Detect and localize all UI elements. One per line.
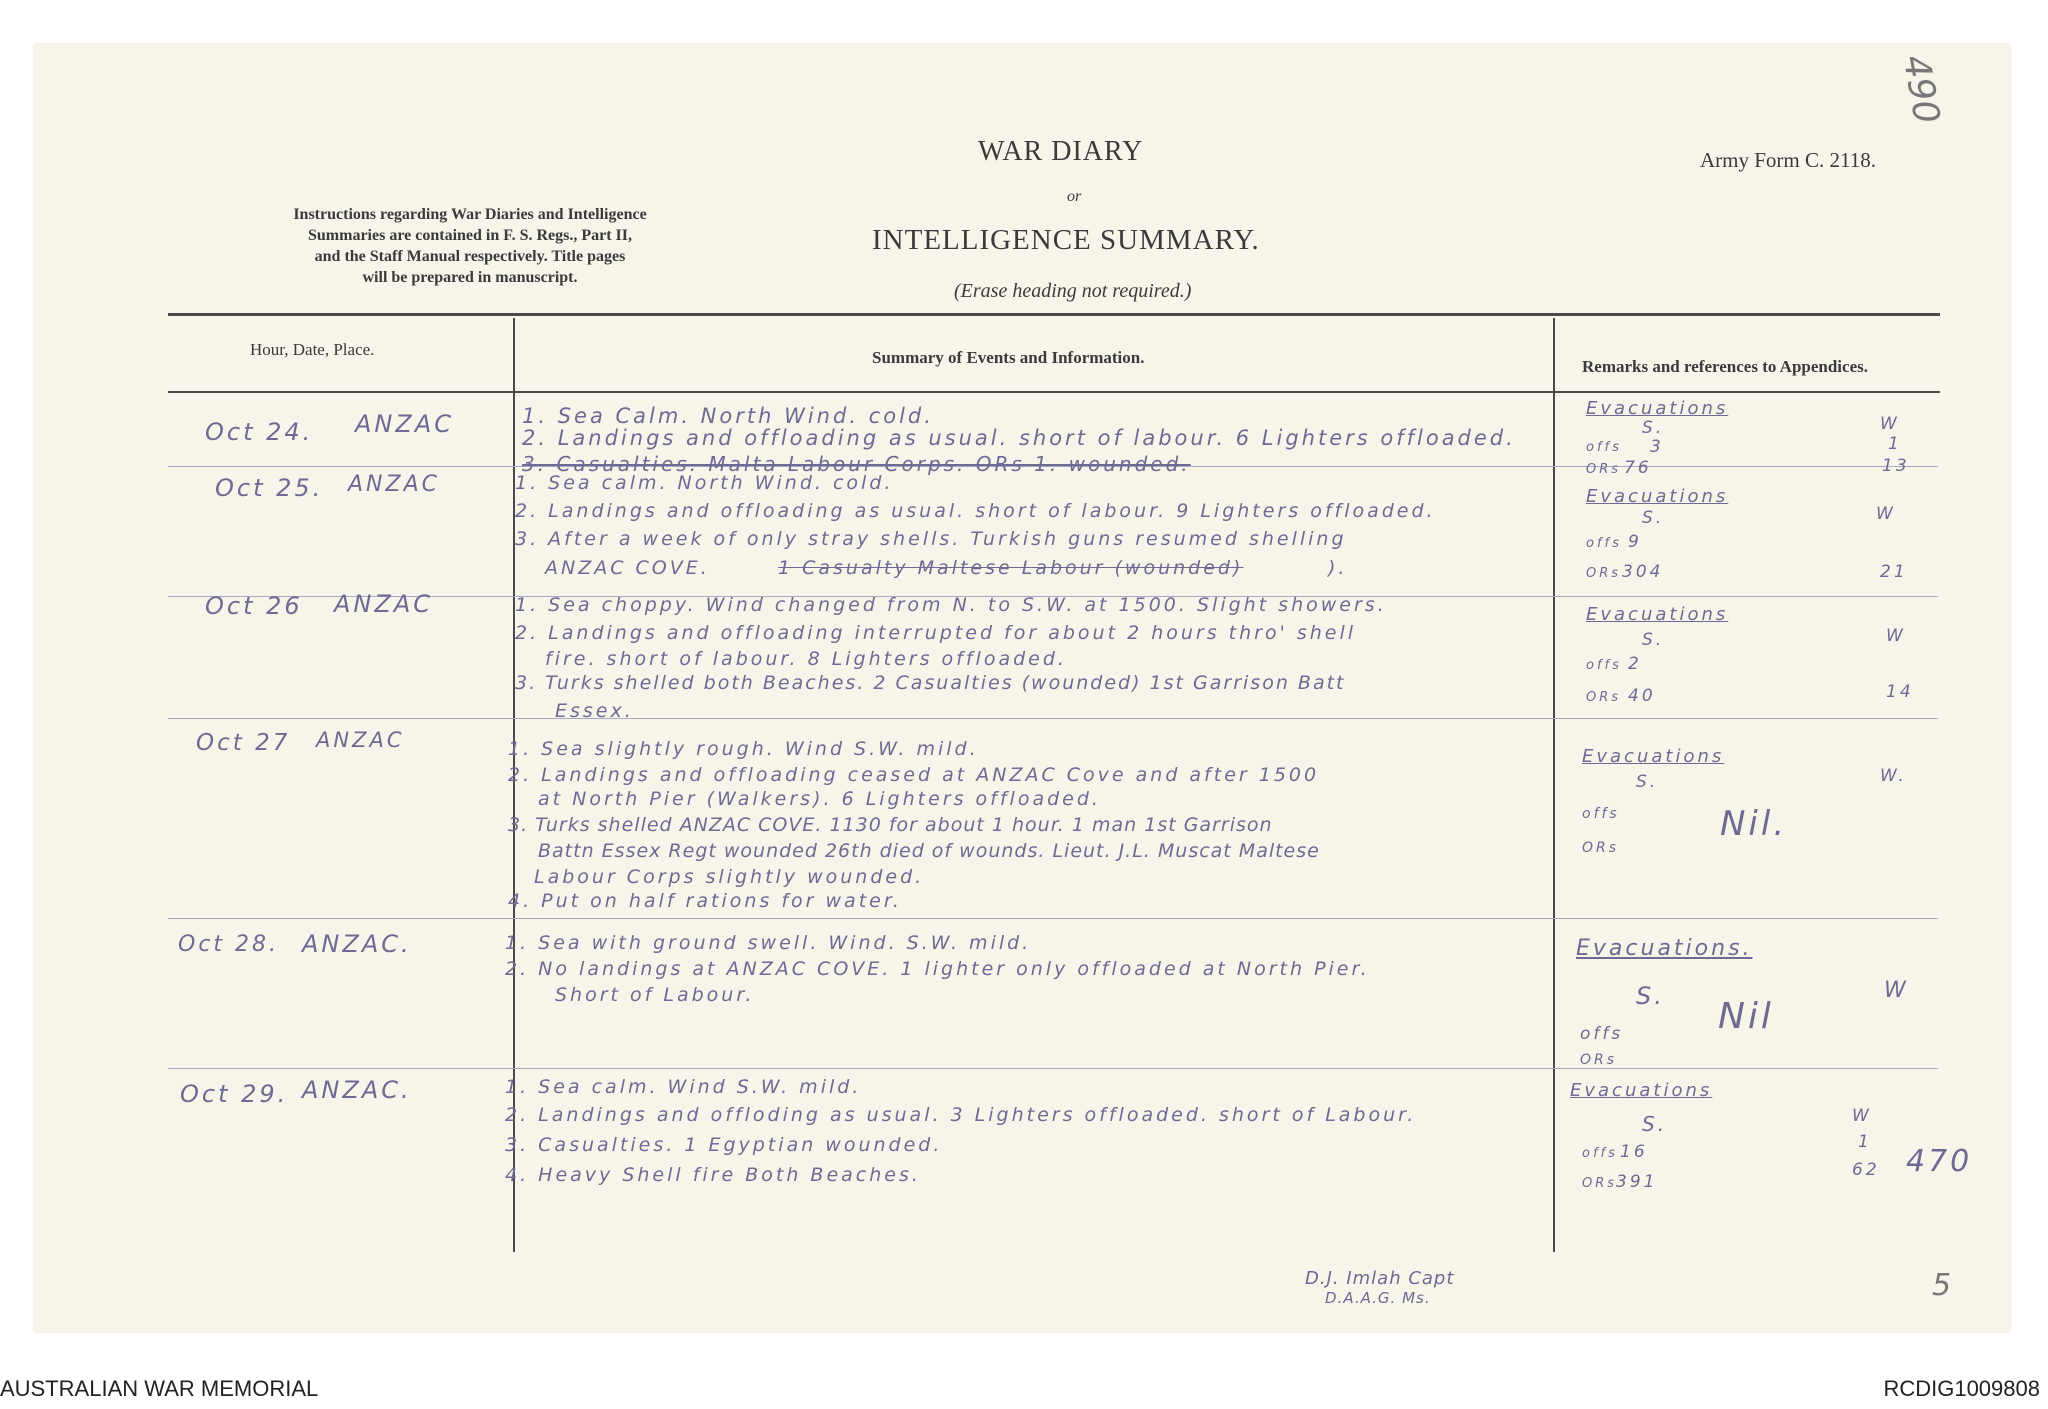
entry-line: 2. Landings and offloading as usual. short of labour. 9 Lighters offloaded. <box>515 500 1436 522</box>
evac-ors-w: 21 <box>1880 562 1908 582</box>
evac-w: W <box>1880 414 1900 434</box>
evac-offs-s: 16 <box>1620 1142 1648 1162</box>
evac-w: W <box>1886 626 1906 646</box>
evac-s: S. <box>1636 982 1665 1010</box>
entry-struck-text: 1 Casualty Maltese Labour (wounded) <box>778 557 1244 579</box>
instructions-line: Summaries are contained in F. S. Regs., Part II, <box>308 227 632 244</box>
evac-ors-s: 76 <box>1624 458 1652 478</box>
entry-line: 2. Landings and offloding as usual. 3 Lighters offloaded. short of Labour. <box>505 1104 1417 1126</box>
column-header-remarks: Remarks and references to Appendices. <box>1582 357 1868 376</box>
evac-s: S. <box>1642 630 1665 650</box>
evac-offs-s: 9 <box>1628 532 1642 552</box>
entry-separator <box>168 918 1938 919</box>
evac-nil: Nil <box>1718 996 1774 1037</box>
page-mark: 5 <box>1932 1268 1952 1303</box>
column-header-hour: Hour, Date, Place. <box>250 340 375 359</box>
entry-line: 2. Landings and offloading interrupted for about 2 hours thro' shell <box>515 622 1357 644</box>
evac-offs: offs <box>1580 1024 1624 1044</box>
evac-offs: offs <box>1582 1146 1618 1161</box>
evac-offs-s: 3 <box>1650 437 1664 457</box>
evac-offs: offs <box>1586 658 1622 673</box>
title-intelligence-summary: INTELLIGENCE SUMMARY. <box>872 224 1260 256</box>
evac-label: Evacuations <box>1586 604 1729 625</box>
entry-date: Oct 29. <box>180 1080 289 1108</box>
entry-line: 3. Turks shelled ANZAC COVE. 1130 for about 1 hour. 1 man 1st Garrison <box>508 814 1273 836</box>
page-number: 490 <box>1894 52 1947 127</box>
evac-offs-w: 1 <box>1888 434 1902 454</box>
entry-line: 3. After a week of only stray shells. Turkish guns resumed shelling <box>515 528 1347 550</box>
entry-line: Short of Labour. <box>555 984 755 1006</box>
column-header-summary: Summary of Events and Information. <box>872 348 1145 367</box>
evac-w: W. <box>1880 766 1907 786</box>
entry-place: ANZAC. <box>302 1076 412 1104</box>
entry-line: 1. Sea choppy. Wind changed from N. to S.W. at 1500. Slight showers. <box>515 594 1387 616</box>
signature-rank: D.A.A.G. Ms. <box>1325 1289 1431 1307</box>
instructions-line: and the Staff Manual respectively. Title pages <box>314 248 626 265</box>
entry-line: 1. Sea Calm. North Wind. cold. <box>522 404 934 428</box>
evac-s: S. <box>1642 508 1665 528</box>
evac-label: Evacuations. <box>1576 936 1753 961</box>
entry-line: fire. short of labour. 8 Lighters offloaded. <box>545 648 1067 670</box>
instructions-line: Instructions regarding War Diaries and Intelligence <box>293 206 647 223</box>
evac-ors-s: 40 <box>1628 686 1656 706</box>
entry-line: 1. Sea calm. Wind S.W. mild. <box>505 1076 862 1098</box>
instructions-line: will be prepared in manuscript. <box>362 269 578 286</box>
column-divider-2 <box>1553 318 1555 1252</box>
evac-ors: ORs <box>1580 1052 1618 1068</box>
footer-right: RCDIG1009808 <box>1883 1376 2040 1401</box>
entry-date: Oct 26 <box>205 592 303 620</box>
evac-label: Evacuations <box>1586 398 1729 419</box>
entry-line-end: ). <box>1328 557 1348 579</box>
entry-date: Oct 24. <box>205 418 314 446</box>
evac-ors: ORs <box>1586 462 1622 477</box>
entry-line: Labour Corps slightly wounded. <box>534 866 925 888</box>
evac-offs: offs <box>1582 806 1620 822</box>
evac-label: Evacuations <box>1586 486 1729 507</box>
evac-ors: ORs <box>1582 1176 1618 1191</box>
table-header-rule <box>168 391 1940 393</box>
evac-offs: offs <box>1586 440 1622 455</box>
erase-note: (Erase heading not required.) <box>954 280 1192 302</box>
signature <box>1305 1268 1454 1307</box>
evac-ors-s: 391 <box>1616 1172 1658 1192</box>
footer-left: AUSTRALIAN WAR MEMORIAL <box>0 1376 319 1401</box>
evac-ors-w: 13 <box>1882 456 1910 476</box>
entry-line: 2. Landings and offloading as usual. short of labour. 6 Lighters offloaded. <box>522 426 1516 450</box>
entry-place: ANZAC <box>348 472 440 497</box>
table-top-rule <box>168 313 1940 316</box>
entry-line: 1. Sea slightly rough. Wind S.W. mild. <box>508 738 979 760</box>
entry-line: ANZAC COVE. <box>545 557 710 579</box>
entry-line: Battn Essex Regt wounded 26th died of wounds. Lieut. J.L. Muscat Maltese <box>538 840 1320 862</box>
evac-total: 470 <box>1906 1144 1973 1179</box>
entry-line: at North Pier (Walkers). 6 Lighters offloaded. <box>538 788 1101 810</box>
evac-ors: ORs <box>1586 690 1622 705</box>
entry-line: 3. Casualties. Malta Labour Corps. ORs 1. wounded. <box>522 452 1191 476</box>
entry-date: Oct 28. <box>178 932 280 957</box>
entry-separator <box>168 1068 1938 1069</box>
entry-line: 2. Landings and offloading ceased at ANZAC Cove and after 1500 <box>508 764 1320 786</box>
evac-offs-w: 1 <box>1858 1132 1872 1152</box>
signature-name: D.J. Imlah Capt <box>1305 1268 1455 1289</box>
entry-date: Oct 27 <box>196 730 291 756</box>
form-number: Army Form C. 2118. <box>1700 148 1876 172</box>
evac-ors-s: 304 <box>1622 562 1664 582</box>
entry-place: ANZAC <box>355 410 454 438</box>
entry-line: Essex. <box>555 700 634 722</box>
entry-line: 3. Turks shelled both Beaches. 2 Casualties (wounded) 1st Garrison Batt <box>515 672 1346 694</box>
evac-ors-w: 14 <box>1886 682 1914 702</box>
evac-offs: offs <box>1586 536 1622 551</box>
title-or: or <box>1067 188 1082 205</box>
evac-s: S. <box>1636 772 1659 792</box>
entry-line: 4. Put on half rations for water. <box>508 890 902 912</box>
evac-label: Evacuations <box>1570 1080 1713 1101</box>
entry-line: 2. No landings at ANZAC COVE. 1 lighter only offloaded at North Pier. <box>505 958 1370 980</box>
evac-ors-w: 62 <box>1852 1160 1880 1180</box>
title-war-diary: WAR DIARY <box>978 136 1144 167</box>
entry-date: Oct 25. <box>215 474 324 502</box>
entry-separator <box>168 718 1938 719</box>
entry-line: 4. Heavy Shell fire Both Beaches. <box>505 1164 921 1186</box>
evac-ors: ORs <box>1582 840 1620 856</box>
evac-w: W <box>1884 978 1909 1003</box>
entry-place: ANZAC <box>316 728 405 752</box>
entry-line: 1. Sea with ground swell. Wind. S.W. mild. <box>505 932 1032 954</box>
evac-s: S. <box>1642 1112 1668 1136</box>
entry-line: 1. Sea calm. North Wind. cold. <box>515 472 894 494</box>
evac-nil: Nil. <box>1720 804 1788 844</box>
evac-w: W <box>1852 1106 1872 1126</box>
entry-line: 3. Casualties. 1 Egyptian wounded. <box>505 1134 943 1156</box>
evac-s: S. <box>1642 418 1665 438</box>
evac-ors: ORs <box>1586 566 1622 581</box>
evac-label: Evacuations <box>1582 746 1725 767</box>
evac-offs-s: 2 <box>1628 654 1642 674</box>
instructions <box>220 204 720 288</box>
entry-place: ANZAC. <box>302 930 412 958</box>
evac-w: W <box>1876 504 1896 524</box>
entry-place: ANZAC <box>334 590 433 618</box>
